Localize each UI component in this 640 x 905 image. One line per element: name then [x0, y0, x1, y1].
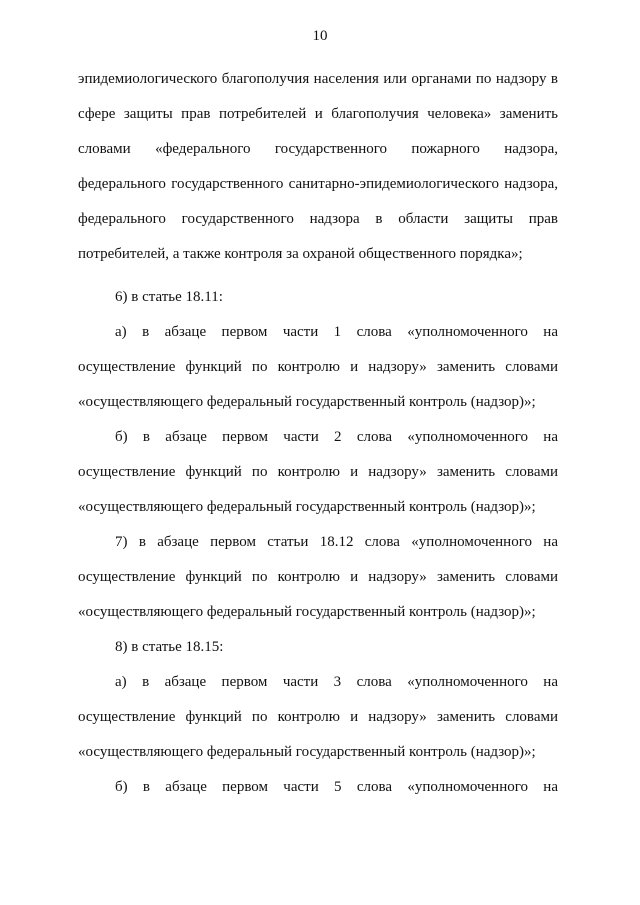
- text-line: б) в абзаце первом части 2 слова «уполномоченного на: [115, 429, 558, 445]
- text-line: «осуществляющего федеральный государственный контроль (надзор)»;: [78, 604, 536, 620]
- text-line: б) в абзаце первом части 5 слова «уполномоченного на: [115, 779, 558, 795]
- text-line: осуществление функций по контролю и надзору» заменить словами: [78, 569, 558, 585]
- text-line: словами «федерального государственного пожарного надзора,: [78, 141, 558, 157]
- text-line: осуществление функций по контролю и надзору» заменить словами: [78, 359, 558, 375]
- page-number: 10: [312, 28, 328, 44]
- text-line: «осуществляющего федеральный государственный контроль (надзор)»;: [78, 394, 536, 410]
- text-line: «осуществляющего федеральный государственный контроль (надзор)»;: [78, 744, 536, 760]
- text-line: потребителей, а также контроля за охраной общественного порядка»;: [78, 246, 523, 262]
- text-line: 6) в статье 18.11:: [115, 289, 223, 305]
- text-line: осуществление функций по контролю и надзору» заменить словами: [78, 709, 558, 725]
- text-line: сфере защиты прав потребителей и благополучия человека» заменить: [78, 106, 558, 122]
- text-line: федерального государственного санитарно-эпидемиологического надзора,: [78, 176, 558, 192]
- text-line: осуществление функций по контролю и надзору» заменить словами: [78, 464, 558, 480]
- text-line: федерального государственного надзора в области защиты прав: [78, 211, 558, 227]
- text-line: а) в абзаце первом части 1 слова «уполномоченного на: [115, 324, 558, 340]
- text-line: «осуществляющего федеральный государственный контроль (надзор)»;: [78, 499, 536, 515]
- text-line: а) в абзаце первом части 3 слова «уполномоченного на: [115, 674, 558, 690]
- text-line: 7) в абзаце первом статьи 18.12 слова «уполномоченного на: [115, 534, 558, 550]
- text-line: 8) в статье 18.15:: [115, 639, 224, 655]
- text-line: эпидемиологического благополучия населения или органами по надзору в: [78, 71, 558, 87]
